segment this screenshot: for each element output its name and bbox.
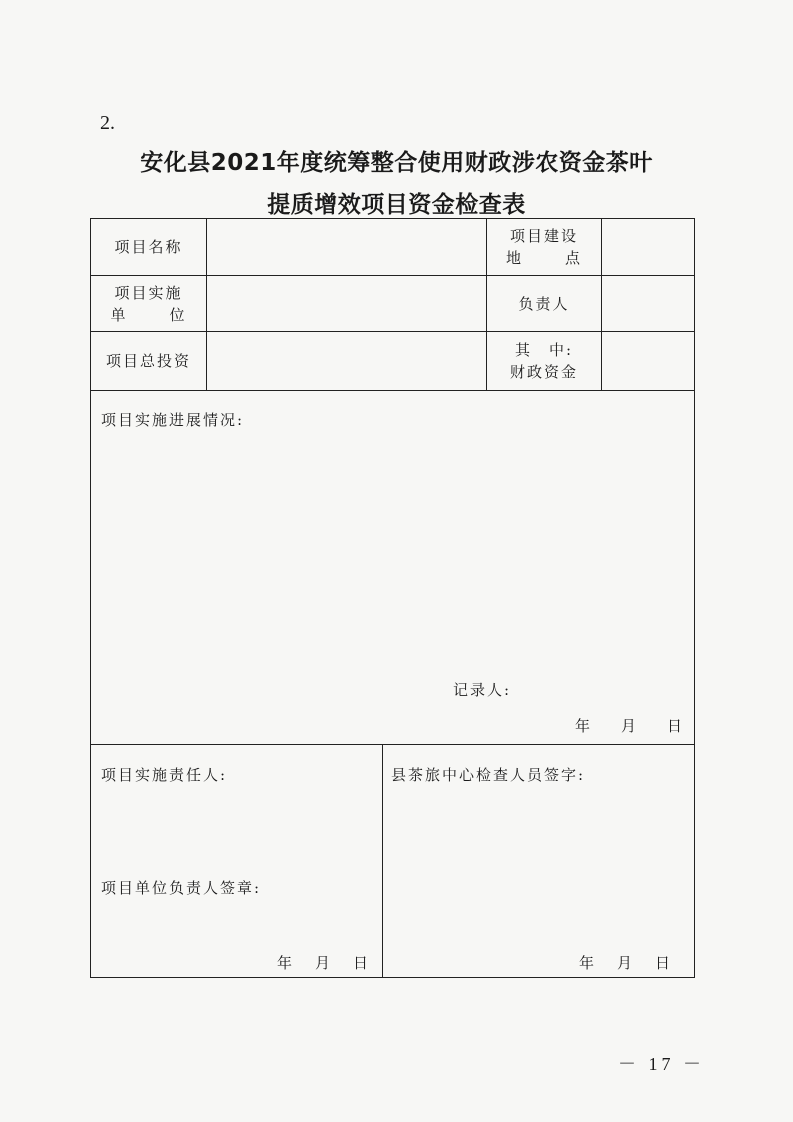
implementing-unit-field[interactable] <box>207 276 487 332</box>
signature-right-date: 年 月 日 <box>579 954 672 972</box>
fiscal-funds-label: 其 中: 财政资金 <box>487 332 602 391</box>
total-investment-field[interactable] <box>207 332 487 391</box>
person-in-charge-label: 负责人 <box>487 276 602 332</box>
page-number: － 17 － <box>618 1054 705 1074</box>
progress-section[interactable] <box>91 391 694 745</box>
fiscal-funds-field[interactable] <box>602 332 694 391</box>
project-location-field[interactable] <box>602 219 694 276</box>
check-table <box>90 218 695 978</box>
implementing-unit-label: 项目实施 单 位 <box>91 276 207 332</box>
project-location-label: 项目建设 地 点 <box>487 219 602 276</box>
total-investment-label: 项目总投资 <box>91 332 207 391</box>
progress-date: 年 月 日 <box>575 717 684 735</box>
recorder-label: 记录人: <box>453 681 512 699</box>
doc-title-line-2: 提质增效项目资金检查表 <box>267 192 526 218</box>
project-name-label: 项目名称 <box>91 219 207 276</box>
unit-head-seal-label: 项目单位负责人签章: <box>101 879 262 897</box>
doc-title-line-1: 安化县2021年度统筹整合使用财政涉农资金茶叶 <box>140 150 653 176</box>
responsible-person-label: 项目实施责任人: <box>101 766 228 784</box>
signature-left-date: 年 月 日 <box>277 954 370 972</box>
project-name-field[interactable] <box>207 219 487 276</box>
person-in-charge-field[interactable] <box>602 276 694 332</box>
item-number: 2. <box>100 112 115 134</box>
inspector-signature-label: 县茶旅中心检查人员签字: <box>391 766 586 784</box>
progress-label: 项目实施进展情况: <box>101 411 245 429</box>
